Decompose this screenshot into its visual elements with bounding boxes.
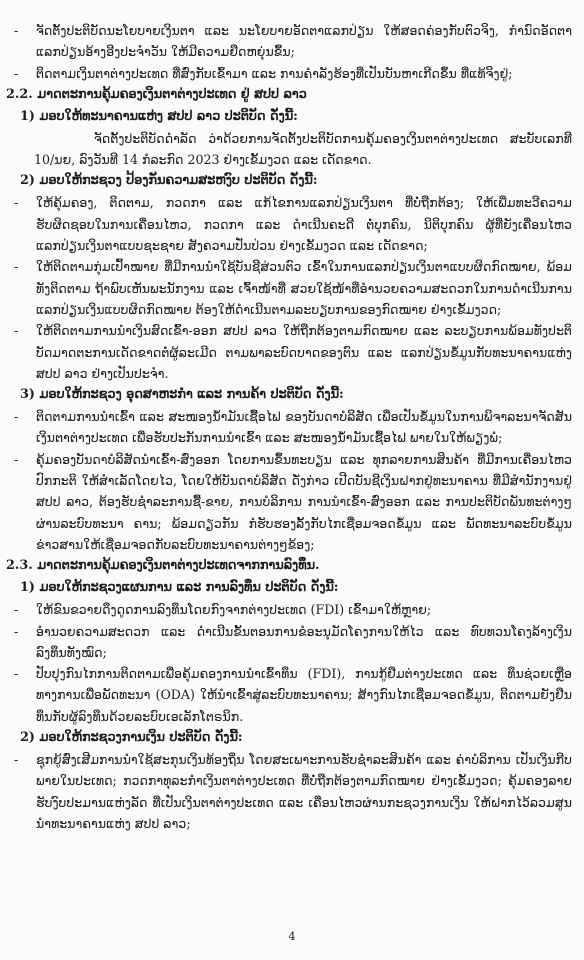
section-heading: 2.2. ມາດຕະການຄຸ້ມຄອງເງິນຕາຕ່າງປະເທດ ຢູ່ ສປປ ລາວ bbox=[6, 86, 307, 102]
paragraph: ຈັດຕັ້ງປະຕິບັດດຳລັດ ວ່າດ້ວຍການຈັດຕັ້ງປະຕິບັດການຄຸ້ມຄອງເງິນຕາຕ່າງປະເທດ ສະບັບເລກທີ 10/ນຍ, ລົງວັນທີ 14 ກໍລະກົດ 2023 ຢ່າງເຂັ້ມງວດ ແລະ ເດັດຂາດ. bbox=[34, 130, 572, 168]
bullet-item: - ຄຸ້ມຄອງບັນດາບໍລິສັດນຳເຂົ້າ-ສົ່ງອອກ ໂດຍການຂຶ້ນທະບຽນ ແລະ ທຸກລາຍການສິນຄ້າ ທີ່ມີການເຄື່ອນໄຫວປົກກະຕິ ໃຫ້ສຳເລັດໂດຍໄວ, ໂດຍໃຫ້ບັນດາບໍລິສັດ ດັ່ງກ່າວ ເປີດບັນຊີເງິນຝາກຢູ່ທະນາຄານ ທີ່ມີສຳນັກງານຢູ່ ສປປ ລາວ, ຕ້ອງຮັບຊຳລະການຊື້-ຂາຍ, ການບໍລິການ ການນຳເຂົ້າ-ສົ່ງອອກ ແລະ ການປະຕິບັດພັນທະຕ່າງໆ ຜ່ານລະບົບທະນາ ຄານ; ພ້ອມດຽວກັນ ກໍຮັບຮອງລັ້ງກັບໄກເຊື່ອມຈອດຂໍ້ມູນ ແລະ ພັດທະນາລະບົບຂໍ້ມູນຂ່າວສານໃຫ້ເຊື່ອມຈອດກັບລະບົບທະນາຄານຕ່າງໆຂ້ອງ; bbox=[6, 449, 572, 555]
bullet-item: - ໃຫ້ຕິດຕາມກຸ່ມເປົ້າໝາຍ ທີ່ມີການນຳໃຊ້ບັນຊີສ່ວນຕົວ ເຂົ້າໃນການແລກປ່ຽນເງິນຕາແບບຜິດກົດໝາຍ, ພ້ອມທັງຕິດຕາມ ຖ້າພົບເຫັນພະນັກງານ ແລະ ເຈົ້າໜ້າທີ່ ສວຍໃຊ້ໜ້າທີ່ອຳນວຍຄວາມສະດວກໃນການດຳເນີນການແລກປ່ຽນເງິນແບບຜິດກົດໝາຍ ຕ້ອງໃຫ້ດຳເນີນຕາມລະບຽບການຂອງກົດໝາຍ ຢ່າງເຂັ້ມງວດ; bbox=[6, 256, 572, 320]
document-body bbox=[6, 20, 572, 834]
bullet-item: - ຕິດຕາມການນຳເຂົ້າ ແລະ ສະໜອງນ້ຳມັນເຊື້ອໄຟ ຂອງບັນດາບໍລິສັດ ເພື່ອເປັນຂໍ້ມູນໃນການພິຈາລະນາຈັດສັນເງິນຕາຕ່າງປະເທດ ເພື່ອຮັບປະກັນການນຳເຂົ້າ ແລະ ສະໜອງນ້ຳມັນເຊື້ອໄຟ ພາຍໃນໃຫ້ພຽງພໍ; bbox=[6, 406, 572, 449]
bullet-item: - ຈັດຕັ້ງປະຕິບັດນະໂຍບາຍເງິນຕາ ແລະ ນະໂຍບາຍອັດຕາແລກປ່ຽນ ໃຫ້ສອດຄ່ອງກັບຕົວຈິງ, ກຳນົດອັດຕາແລກປ່ຽນອ້າງອີງປະຈຳວັນ ໃຫ້ມີຄວາມຍືດຫຍຸ່ນຂຶ້ນ; bbox=[6, 20, 572, 63]
bullet-item: - ໃຫ້ຂົນຂວາຍດຶງດູດການລົງທຶນໂດຍກົງຈາກຕ່າງປະເທດ (FDI) ເຂົ້າມາໃຫ້ຫຼາຍ; bbox=[6, 599, 572, 620]
page-number: 4 bbox=[288, 930, 296, 943]
subsection-heading: 1) ມອບໃຫ້ທະນາຄານແຫ່ງ ສປປ ລາວ ປະຕິບັດ ດັ່ງນີ້: bbox=[20, 108, 298, 124]
subsection-heading: 2) ມອບໃຫ້ກະຊວງການເງິນ ປະຕິບັດ ດັ່ງນີ້: bbox=[20, 730, 243, 746]
subsection-heading: 1) ມອບໃຫ້ກະຊວງແຜນການ ແລະ ການລົງທຶນ ປະຕິບັດ ດັ່ງນີ້: bbox=[20, 580, 339, 596]
bullet-item: - ຊຸກຍູ້ສົ່ງເສີມການນຳໃຊ້ສະກຸນເງິນທ້ອງຖິ່ນ ໂດຍສະເພາະການຮັບຊຳລະສິນຄ້າ ແລະ ຄ່າບໍລິການ ເປັນເງິນກີບ ພາຍໃນປະເທດ; ກວດກາທຸລະກຳເງິນຕາຕ່າງປະເທດ ທີ່ບໍ່ຖືກຕ້ອງຕາມກົດໝາຍ ຢ່າງເຂັ້ມງວດ; ຄຸ້ມຄອງລາຍຮັບງົບປະມານແຫ່ງລັດ ທີ່ເປັນເງິນຕາຕ່າງປະເທດ ແລະ ເຄື່ອນໄຫວຜ່ານກະຊວງການເງິນ ໃຫ້ຝາກໄວ້ລວມສູນນຳທະນາຄານແຫ່ງ ສປປ ລາວ; bbox=[6, 749, 572, 834]
bullet-item: - ໃຫ້ຕິດຕາມການນຳເງິນສົດເຂົ້າ-ອອກ ສປປ ລາວ ໃຫ້ຖືກຕ້ອງຕາມກົດໝາຍ ແລະ ລະບຽບການພ້ອມທັງປະຕິບັດມາດຕະການເດັດຂາດຕໍ່ຜູ້ລະເມີດ ຕາມພາລະບົດບາດຂອງຕົນ ແລະ ແລກປ່ຽນຂໍ້ມູນກັບທະນາຄານແຫ່ງ ສປປ ລາວ ຢ່າງເປັນປະຈຳ. bbox=[6, 320, 572, 384]
bullet-item: - ຕິດຕາມເງິນຕາຕ່າງປະເທດ ທີ່ສົ່ງກັບເຂົ້າມາ ແລະ ການຄຳລັງຮ້ອງທີ່ເປັນບັນຫາເກີດຂຶ້ນ ທີ່ແທ້ຈິງຢູ່; bbox=[6, 63, 572, 84]
bullet-item: - ປັບປຸງກົນໄກການຕິດຕາມເພື່ອຄຸ້ມຄອງການນຳເຂົ້າທຶນ (FDI), ການກູ້ຢືມຕ່າງປະເທດ ແລະ ທຶນຊ່ວຍເຫຼືອທາງການເພື່ອພັດທະນາ (ODA) ໃຫ້ນຳເຂົ້າສູ່ລະບົບທະນາຄານ; ສ້າງກົນໄກເຊື່ອມຈອດຂໍ້ມູນ, ຕິດຕາມຍັງຢືນທຶນກັບຜູ້ລົງທຶນດ້ວຍລະບົບເອເລັກໂຕຣນິກ. bbox=[6, 663, 572, 727]
bullet-item: - ໃຫ້ຄຸ້ມຄອງ, ຕິດຕາມ, ກວດກາ ແລະ ແກ້ໄຂການແລກປ່ຽນເງິນຕາ ທີ່ບໍ່ຖືກຕ້ອງ; ໃຫ້ເພີ່ມທະວີຄວາມຮັບຜິດຊອບໃນການເຄື່ອນໄຫວ, ກວດກາ ແລະ ດຳເນີນຄະດີ ຕໍ່ບຸກຄົນ, ນິຕິບຸກຄົນ ຜູ້ທີ່ຍັງເຄື່ອນໄຫວແລກປ່ຽນເງິນຕາແບບຊະຊາຍ ສັງຄວາມປັ່ນປ່ວນ ຢ່າງເຂັ້ມງວດ ແລະ ເດັດຂາດ; bbox=[6, 192, 572, 256]
bullet-item: - ອຳນວຍຄວາມສະດວກ ແລະ ດຳເນີນຂັ້ນຕອນການຂໍອະນຸມັດໂຄງການໃຫ້ໄວ ແລະ ທົບທວນໂຄງລ້າງເງິນລົງທຶນທັງໝົດ; bbox=[6, 621, 572, 664]
subsection-heading: 3) ມອບໃຫ້ກະຊວງ ອຸດສາຫະກຳ ແລະ ການຄ້າ ປະຕິບັດ ດັ່ງນີ້: bbox=[20, 387, 344, 403]
section-heading: 2.3. ມາດຕະການຄຸ້ມຄອງເງິນຕາຕ່າງປະເທດຈາກການລົງທຶນ. bbox=[6, 558, 320, 574]
subsection-heading: 2) ມອບໃຫ້ກະຊວງ ປ້ອງກັນຄວາມສະຫງົບ ປະຕິບັດ ດັ່ງນີ້: bbox=[20, 173, 318, 189]
